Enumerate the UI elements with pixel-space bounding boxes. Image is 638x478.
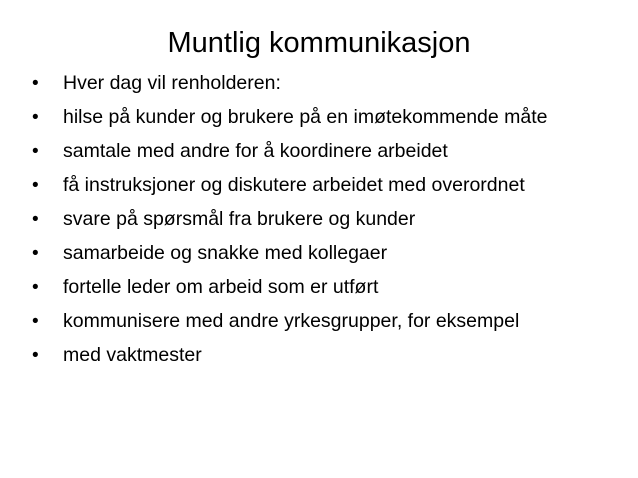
bullet-item bbox=[32, 241, 612, 266]
bullet-text: fortelle leder om arbeid som er utført bbox=[63, 276, 379, 298]
bullet-list bbox=[32, 71, 612, 377]
bullet-icon: • bbox=[32, 209, 39, 230]
bullet-item bbox=[32, 105, 612, 130]
bullet-text: hilse på kunder og brukere på en imøtekommende måte bbox=[63, 106, 548, 128]
bullet-item bbox=[32, 275, 612, 300]
bullet-item bbox=[32, 71, 612, 96]
bullet-text: Hver dag vil renholderen: bbox=[63, 72, 281, 94]
bullet-icon: • bbox=[32, 277, 39, 298]
bullet-icon: • bbox=[32, 73, 39, 94]
slide-title: Muntlig kommunikasjon bbox=[167, 27, 471, 59]
bullet-icon: • bbox=[32, 141, 39, 162]
bullet-text: svare på spørsmål fra brukere og kunder bbox=[63, 208, 416, 230]
bullet-text: få instruksjoner og diskutere arbeidet med overordnet bbox=[63, 174, 525, 196]
bullet-text: kommunisere med andre yrkesgrupper, for eksempel bbox=[63, 310, 520, 332]
bullet-icon: • bbox=[32, 345, 39, 366]
bullet-text: samtale med andre for å koordinere arbeidet bbox=[63, 140, 448, 162]
bullet-text: med vaktmester bbox=[63, 344, 202, 366]
bullet-item bbox=[32, 309, 612, 334]
bullet-icon: • bbox=[32, 175, 39, 196]
bullet-item bbox=[32, 139, 612, 164]
bullet-item bbox=[32, 173, 612, 198]
bullet-icon: • bbox=[32, 107, 39, 128]
bullet-item bbox=[32, 343, 612, 368]
bullet-item bbox=[32, 207, 612, 232]
bullet-icon: • bbox=[32, 311, 39, 332]
bullet-icon: • bbox=[32, 243, 39, 264]
bullet-text: samarbeide og snakke med kollegaer bbox=[63, 242, 388, 264]
